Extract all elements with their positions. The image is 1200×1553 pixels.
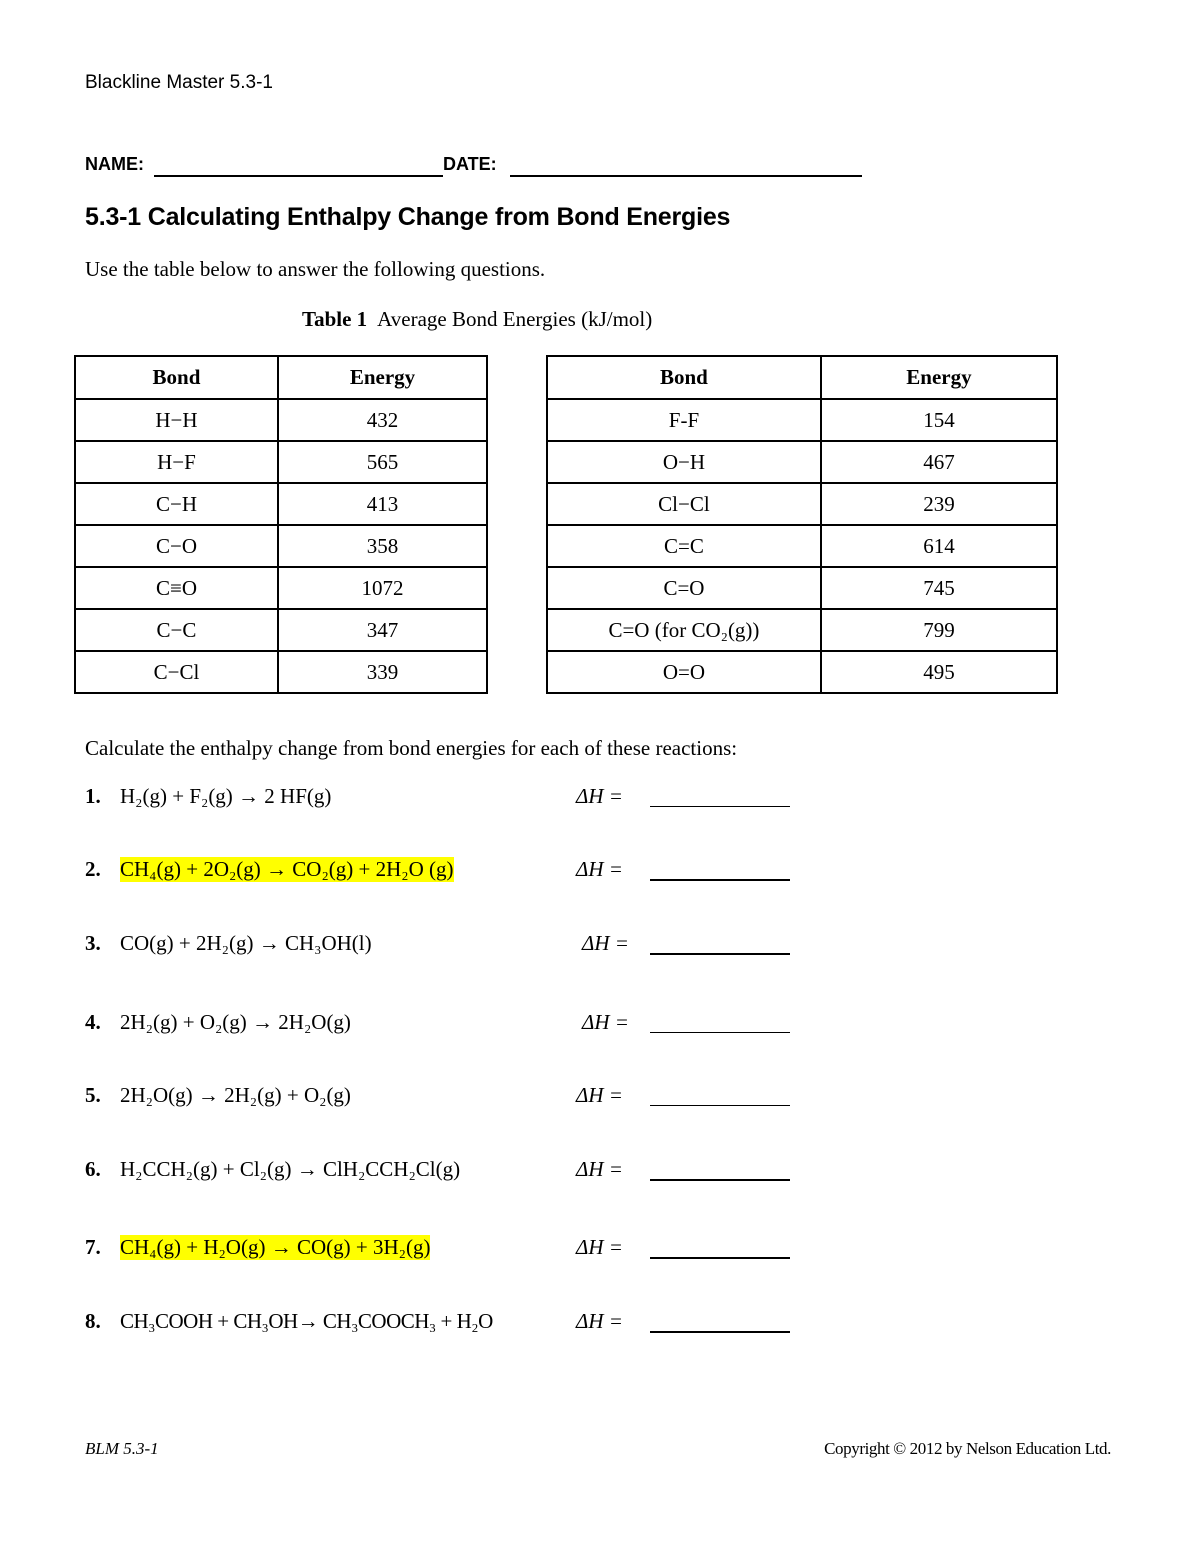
table-row	[75, 525, 487, 567]
bond-cell: C=C	[547, 525, 821, 567]
header-bond: Bond	[547, 356, 821, 399]
energy-cell: 358	[278, 525, 487, 567]
header-bond: Bond	[75, 356, 278, 399]
bond-cell: O−H	[547, 441, 821, 483]
table-row	[75, 609, 487, 651]
reaction-equation: CO(g) + 2H₂(g) → CH₃OH(l)	[120, 931, 372, 955]
energy-cell: 565	[278, 441, 487, 483]
instruction-text: Calculate the enthalpy change from bond energies for each of these reactions:	[85, 736, 738, 760]
footer-blm-label: BLM 5.3-1	[85, 1439, 159, 1458]
delta-h-label: ΔH =	[576, 1235, 623, 1259]
table-row	[75, 651, 487, 693]
date-field[interactable]	[510, 175, 862, 177]
table-row	[75, 399, 487, 441]
table-row	[75, 567, 487, 609]
question-number: 7.	[85, 1235, 101, 1259]
question-number: 3.	[85, 931, 101, 955]
answer-blank[interactable]	[650, 953, 790, 955]
table-header-row	[547, 356, 1057, 399]
blackline-master-label: Blackline Master 5.3-1	[85, 72, 273, 93]
table-row	[547, 483, 1057, 525]
table-caption	[302, 307, 652, 332]
bond-cell: C≡O	[75, 567, 278, 609]
delta-h-label: ΔH =	[576, 784, 623, 808]
page-title: 5.3-1 Calculating Enthalpy Change from Bond Energies	[85, 203, 731, 231]
name-date-row	[85, 154, 865, 180]
header-energy: Energy	[278, 356, 487, 399]
table-row	[547, 441, 1057, 483]
question-2	[85, 857, 805, 889]
bond-cell: C−C	[75, 609, 278, 651]
table-caption-label: Table 1	[302, 307, 368, 331]
table-row	[547, 609, 1057, 651]
table-row	[547, 399, 1057, 441]
delta-h-label: ΔH =	[576, 1083, 623, 1107]
question-6	[85, 1157, 805, 1189]
bond-cell: C=O (for CO₂(g))	[547, 609, 821, 651]
name-field[interactable]	[154, 175, 443, 177]
reaction-equation: CH₃COOH + CH₃OH→ CH₃COOCH₃ + H₂O	[120, 1309, 493, 1333]
delta-h-label: ΔH =	[582, 931, 629, 955]
question-8	[85, 1309, 805, 1341]
table-row	[75, 441, 487, 483]
energy-cell: 1072	[278, 567, 487, 609]
table-row	[547, 567, 1057, 609]
question-3	[85, 931, 805, 963]
bond-cell: H−F	[75, 441, 278, 483]
table-row	[75, 483, 487, 525]
reaction-equation: H₂(g) + F₂(g) → 2 HF(g)	[120, 784, 332, 808]
energy-cell: 347	[278, 609, 487, 651]
question-number: 1.	[85, 784, 101, 808]
answer-blank[interactable]	[650, 1257, 790, 1259]
delta-h-label: ΔH =	[576, 857, 623, 881]
answer-blank[interactable]	[650, 1032, 790, 1033]
question-7	[85, 1235, 805, 1267]
bond-energy-table-right	[546, 355, 1058, 694]
header-energy: Energy	[821, 356, 1057, 399]
energy-cell: 239	[821, 483, 1057, 525]
name-label: NAME:	[85, 154, 144, 174]
table-row	[547, 651, 1057, 693]
answer-blank[interactable]	[650, 1179, 790, 1181]
table-row	[547, 525, 1057, 567]
delta-h-label: ΔH =	[576, 1157, 623, 1181]
intro-text: Use the table below to answer the following questions.	[85, 257, 546, 281]
answer-blank[interactable]	[650, 1105, 790, 1106]
answer-blank[interactable]	[650, 806, 790, 807]
question-4	[85, 1010, 805, 1042]
bond-cell: F-F	[547, 399, 821, 441]
table-caption-text: Average Bond Energies (kJ/mol)	[377, 307, 653, 331]
energy-cell: 432	[278, 399, 487, 441]
energy-cell: 339	[278, 651, 487, 693]
energy-cell: 495	[821, 651, 1057, 693]
reaction-equation-highlighted: CH₄(g) + H₂O(g) → CO(g) + 3H₂(g)	[120, 1235, 431, 1259]
reaction-equation: 2H₂(g) + O₂(g) → 2H₂O(g)	[120, 1010, 351, 1034]
bond-energy-table-left	[74, 355, 488, 694]
bond-cell: C−H	[75, 483, 278, 525]
answer-blank[interactable]	[650, 1331, 790, 1333]
bond-cell: O=O	[547, 651, 821, 693]
energy-cell: 614	[821, 525, 1057, 567]
footer-copyright: Copyright © 2012 by Nelson Education Ltd.	[824, 1439, 1111, 1458]
delta-h-label: ΔH =	[576, 1309, 623, 1333]
reaction-equation: H₂CCH₂(g) + Cl₂(g) → ClH₂CCH₂Cl(g)	[120, 1157, 461, 1181]
reaction-equation: 2H₂O(g) → 2H₂(g) + O₂(g)	[120, 1083, 351, 1107]
question-5	[85, 1083, 805, 1115]
date-label: DATE:	[443, 154, 497, 174]
question-number: 8.	[85, 1309, 101, 1333]
question-number: 6.	[85, 1157, 101, 1181]
bond-cell: Cl−Cl	[547, 483, 821, 525]
bond-cell: C=O	[547, 567, 821, 609]
table-header-row	[75, 356, 487, 399]
energy-cell: 154	[821, 399, 1057, 441]
energy-cell: 413	[278, 483, 487, 525]
bond-cell: C−O	[75, 525, 278, 567]
energy-cell: 745	[821, 567, 1057, 609]
question-number: 4.	[85, 1010, 101, 1034]
question-1	[85, 784, 805, 816]
energy-cell: 799	[821, 609, 1057, 651]
question-number: 5.	[85, 1083, 101, 1107]
reaction-equation-highlighted: CH₄(g) + 2O₂(g) → CO₂(g) + 2H₂O (g)	[120, 857, 454, 881]
answer-blank[interactable]	[650, 879, 790, 881]
bond-cell: C−Cl	[75, 651, 278, 693]
energy-cell: 467	[821, 441, 1057, 483]
delta-h-label: ΔH =	[582, 1010, 629, 1034]
bond-cell: H−H	[75, 399, 278, 441]
question-number: 2.	[85, 857, 101, 881]
